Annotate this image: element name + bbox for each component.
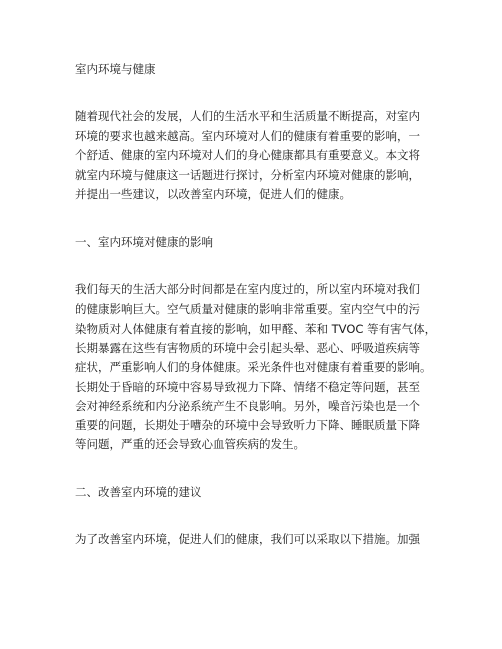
paragraph-line: 重要的问题，长期处于嘈杂的环境中会导致听力下降、睡眠质量下降 [75,418,420,432]
intro-line: 就室内环境与健康这一话题进行探讨，分析室内环境对健康的影响， [75,168,420,182]
paragraph-line: 染物质对人体健康有着直接的影响，如甲醛、苯和 TVOC 等有害气体， [75,322,437,336]
paragraph-line: 会对神经系统和内分泌系统产生不良影响。另外，噪音污染也是一个 [75,399,420,413]
paragraph-line: 症状，严重影响人们的身体健康。采光条件也对健康有着重要的影响。 [75,360,432,374]
document-title: 室内环境与健康 [75,62,156,76]
intro-line: 环境的要求也越来越高。室内环境对人们的健康有着重要的影响，一 [75,129,420,143]
section-heading: 二、改善室内环境的建议 [75,485,202,499]
paragraph-line: 为了改善室内环境，促进人们的健康，我们可以采取以下措施。加强 [75,532,420,546]
paragraph-line: 长期暴露在这些有害物质的环境中会引起头晕、恶心、呼吸道疾病等 [75,341,420,355]
section-heading: 一、室内环境对健康的影响 [75,235,213,249]
intro-line: 并提出一些建议，以改善室内环境，促进人们的健康。 [75,187,351,201]
intro-line: 随着现代社会的发展，人们的生活水平和生活质量不断提高，对室内 [75,109,420,123]
paragraph-line: 长期处于昏暗的环境中容易导致视力下降、情绪不稳定等问题，甚至 [75,380,420,394]
paragraph-line: 等问题，严重的还会导致心血管疾病的发生。 [75,437,305,451]
intro-line: 个舒适、健康的室内环境对人们的身心健康都具有重要意义。本文将 [75,148,420,162]
paragraph-line: 的健康影响巨大。空气质量对健康的影响非常重要。室内空气中的污 [75,302,420,316]
paragraph-line: 我们每天的生活大部分时间都是在室内度过的，所以室内环境对我们 [75,282,420,296]
